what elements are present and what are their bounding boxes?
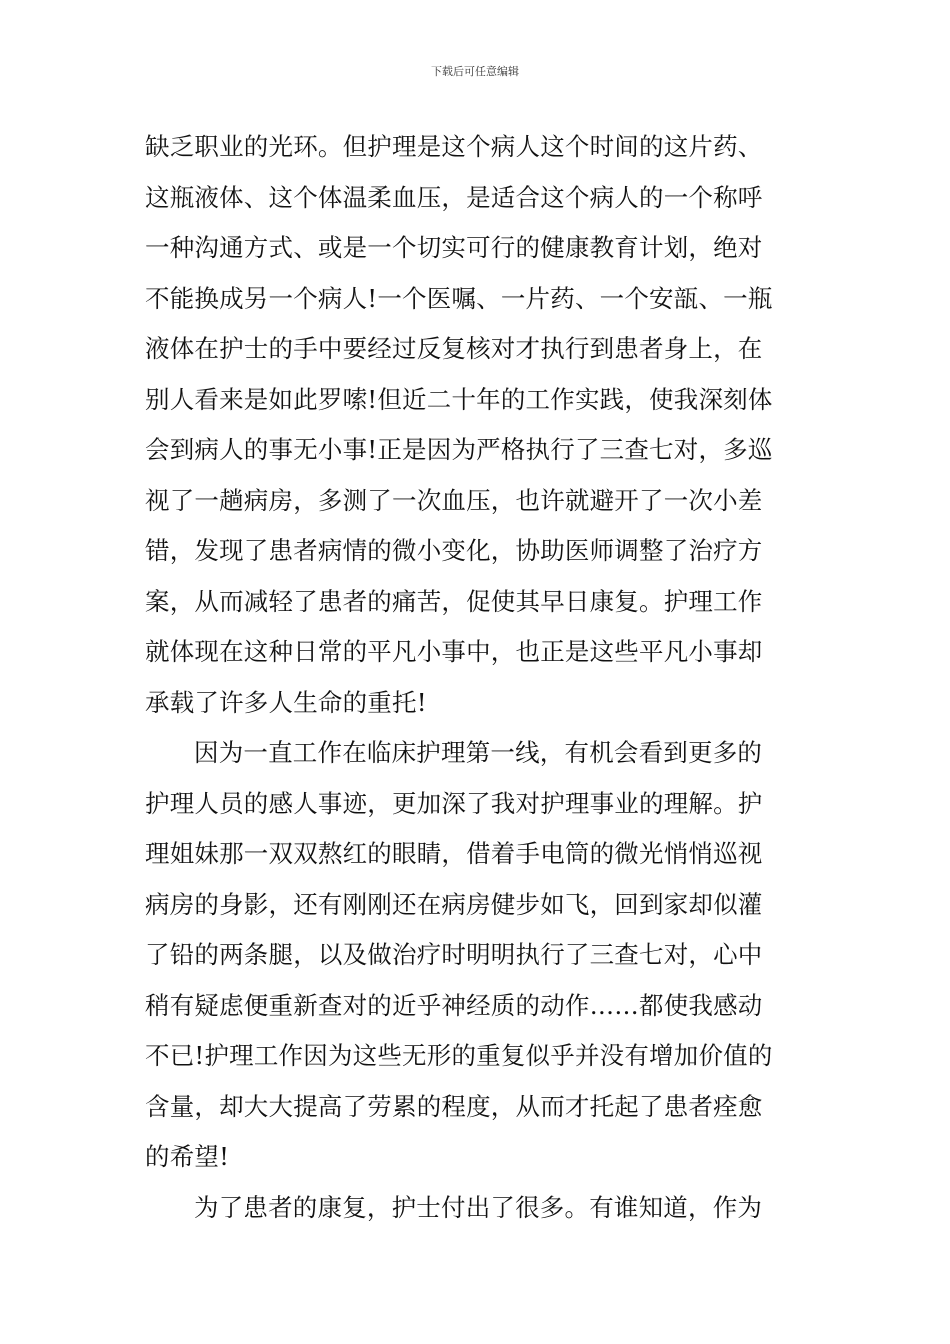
text-line: 承载了许多人生命的重托! (145, 687, 427, 717)
document-body (145, 122, 807, 1233)
text-line: 护理人员的感人事迹，更加深了我对护理事业的理解。护 (145, 788, 763, 818)
text-line: 不已!护理工作因为这些无形的重复似乎并没有增加价值的 (145, 1041, 773, 1070)
text-line: 理姐妹那一双双熬红的眼睛，借着手电筒的微光悄悄巡视 (145, 839, 763, 868)
text-line: 会到病人的事无小事!正是因为严格执行了三查七对，多巡 (145, 435, 773, 464)
text-line: 别人看来是如此罗嗦!但近二十年的工作实践，使我深刻体 (145, 384, 773, 414)
text-line: 液体在护士的手中要经过反复核对才执行到患者身上，在 (145, 334, 763, 363)
paragraph-1 (145, 122, 807, 728)
text-line: 就体现在这种日常的平凡小事中，也正是这些平凡小事却 (145, 637, 763, 666)
page-header: 下载后可任意编辑 (431, 65, 519, 78)
text-line: 这瓶液体、这个体温柔血压，是适合这个病人的一个称呼 (145, 182, 763, 212)
paragraph-2 (145, 728, 807, 1183)
text-line: 含量，却大大提高了劳累的程度，从而才托起了患者痊愈 (145, 1091, 763, 1121)
text-line: 病房的身影，还有刚刚还在病房健步如飞，回到家却似灌 (145, 889, 763, 919)
text-line: 的希望! (145, 1142, 230, 1171)
text-line: 因为一直工作在临床护理第一线，有机会看到更多的 (194, 738, 763, 767)
text-line: 稍有疑虑便重新查对的近乎神经质的动作……都使我感动 (145, 990, 763, 1020)
text-line: 案，从而减轻了患者的痛苦，促使其早日康复。护理工作 (145, 586, 763, 616)
text-line: 缺乏职业的光环。但护理是这个病人这个时间的这片药、 (145, 132, 763, 161)
text-line: 不能换成另一个病人!一个医嘱、一片药、一个安瓿、一瓶 (145, 283, 773, 313)
text-line: 一种沟通方式、或是一个切实可行的健康教育计划，绝对 (145, 233, 763, 262)
text-line: 错，发现了患者病情的微小变化，协助医师调整了治疗方 (145, 536, 763, 565)
text-line: 为了患者的康复，护士付出了很多。有谁知道，作为 (194, 1192, 763, 1222)
text-line: 了铅的两条腿，以及做治疗时明明执行了三查七对，心中 (145, 940, 763, 969)
paragraph-3 (145, 1183, 807, 1234)
text-line: 视了一趟病房，多测了一次血压，也许就避开了一次小差 (145, 485, 763, 515)
